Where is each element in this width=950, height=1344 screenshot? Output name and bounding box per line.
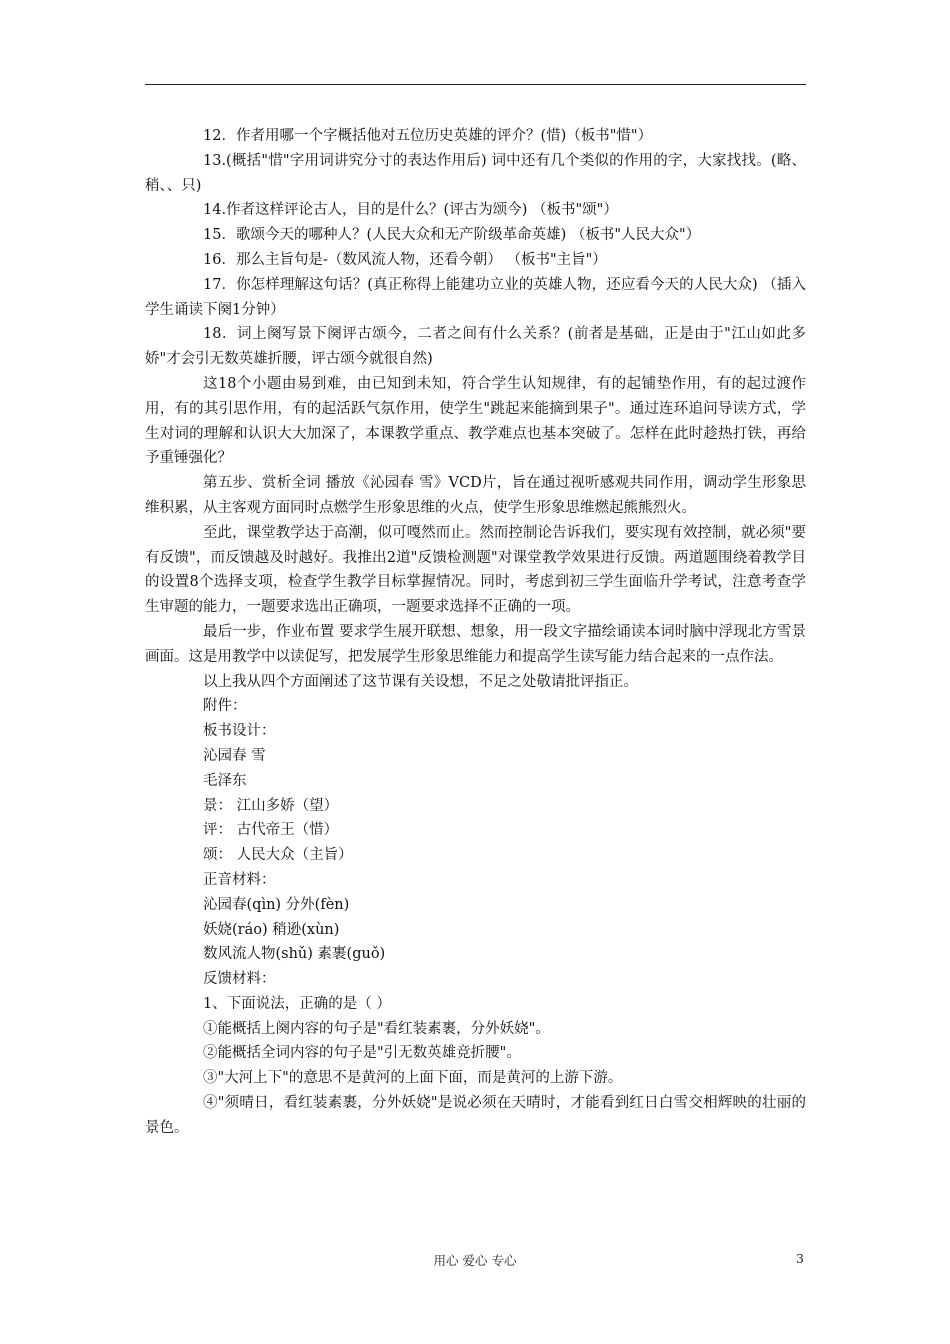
board-author: 毛泽东 (203, 772, 247, 789)
board-design-heading: 板书设计： (203, 723, 276, 740)
feedback-material-heading: 反馈材料： (203, 971, 276, 988)
board-title: 沁园春 雪 (203, 747, 266, 764)
pronunciation-line: 数风流人物(shǔ) 素裹(guǒ) (203, 946, 386, 963)
paragraph-step-five: 第五步、赏析全词 播放《沁园春 雪》VCD片，旨在通过视听感观共同作用，调动学生形象思维积累，从主客观方面同时点燃学生形象思维的火点，使学生形象思维燃起熊熊烈火。 (145, 475, 806, 516)
option-2: ②能概括全词内容的句子是"引无数英雄竞折腰"。 (203, 1045, 521, 1062)
question-stem: 1、下面说法，正确的是（ ） (203, 995, 391, 1012)
paragraph-q17: 17．你怎样理解这句话？(真正称得上能建功立业的英雄人物，还应看今天的人民大众) （插入学生诵读下阕1分钟） (145, 276, 806, 318)
board-line-scene: 景： 江山多娇（望） (203, 797, 339, 814)
paragraph-q13: 13.(概括"惜"字用词讲究分寸的表达作用后) 词中还有几个类似的作用的字，大家找找。(略、稍、、只) (145, 152, 806, 194)
paragraph-q18: 18．词上阕写景下阕评古颂今，二者之间有什么关系？(前者是基础，正是由于"江山如此多娇"才会引无数英雄折腰，评古颂今就很自然) (145, 326, 806, 368)
board-line-comment: 评： 古代帝王（惜） (203, 822, 339, 839)
paragraph-q16: 16．那么主旨句是-（数风流人物，还看今朝） （板书"主旨"） (203, 251, 607, 268)
option-1: ①能概括上阕内容的句子是"看红装素裹，分外妖娆"。 (203, 1020, 550, 1037)
paragraph-summary: 这18个小题由易到难，由已知到未知，符合学生认知规律，有的起铺垫作用，有的起过渡作用，有的其引思作用，有的起活跃气氛作用，使学生"跳起来能摘到果子"。通过连环追问导读方式，学生对词的理解和认识大大加深了，本课教学重点、教学难点也基本突破了。怎样在此时趁热打铁，再给予重锤强化？ (145, 375, 806, 467)
paragraph-q14: 14.作者这样评论古人，目的是什么？(评古为颂今) （板书"颂"） (203, 202, 618, 219)
page-number: 3 (796, 1251, 804, 1266)
header-rule (145, 84, 806, 85)
pronunciation-line: 妖娆(ráo) 稍逊(xùn) (203, 921, 340, 938)
footer-text: 用心 爱心 专心 (433, 1253, 517, 1268)
paragraph-homework: 最后一步，作业布置 要求学生展开联想、想象，用一段文字描绘诵读本词时脑中浮现北方雪景画面。这是用教学中以读促写，把发展学生形象思维能力和提高学生读写能力结合起来的一点作法。 (145, 623, 806, 665)
paragraph-conclusion: 以上我从四个方面阐述了这节课有关设想，不足之处敬请批评指正。 (203, 673, 638, 690)
pronunciation-heading: 正音材料： (203, 871, 276, 888)
appendix-heading: 附件： (203, 698, 247, 715)
paragraph-q15: 15．歌颂今天的哪种人？(人民大众和无产阶级革命英雄) （板书"人民大众"） (203, 227, 701, 244)
paragraph-feedback: 至此，课堂教学达于高潮，似可嘎然而止。然而控制论告诉我们，要实现有效控制，就必须"要有反馈"，而反馈越及时越好。我推出2道"反馈检测题"对课堂教学效果进行反馈。两道题围绕着教学目的设置8个选择支项，检查学生教学目标掌握情况。同时，考虑到初三学生面临升学考试，注意考查学生审题的能力，一题要求选出正确项，一题要求选择不正确的一项。 (145, 524, 806, 616)
option-3: ③"大河上下"的意思不是黄河的上面下面，而是黄河的上游下游。 (203, 1070, 623, 1087)
option-4: ④"须晴日，看红装素裹，分外妖娆"是说必须在天晴时，才能看到红日白雪交相辉映的壮丽的景色。 (145, 1095, 806, 1136)
paragraph-q12: 12．作者用哪一个字概括他对五位历史英雄的评介？(惜)（板书"惜"） (203, 128, 653, 144)
pronunciation-line: 沁园春(qìn) 分外(fèn) (203, 896, 350, 913)
document-body (145, 124, 806, 1141)
board-line-praise: 颂： 人民大众（主旨） (203, 847, 353, 864)
